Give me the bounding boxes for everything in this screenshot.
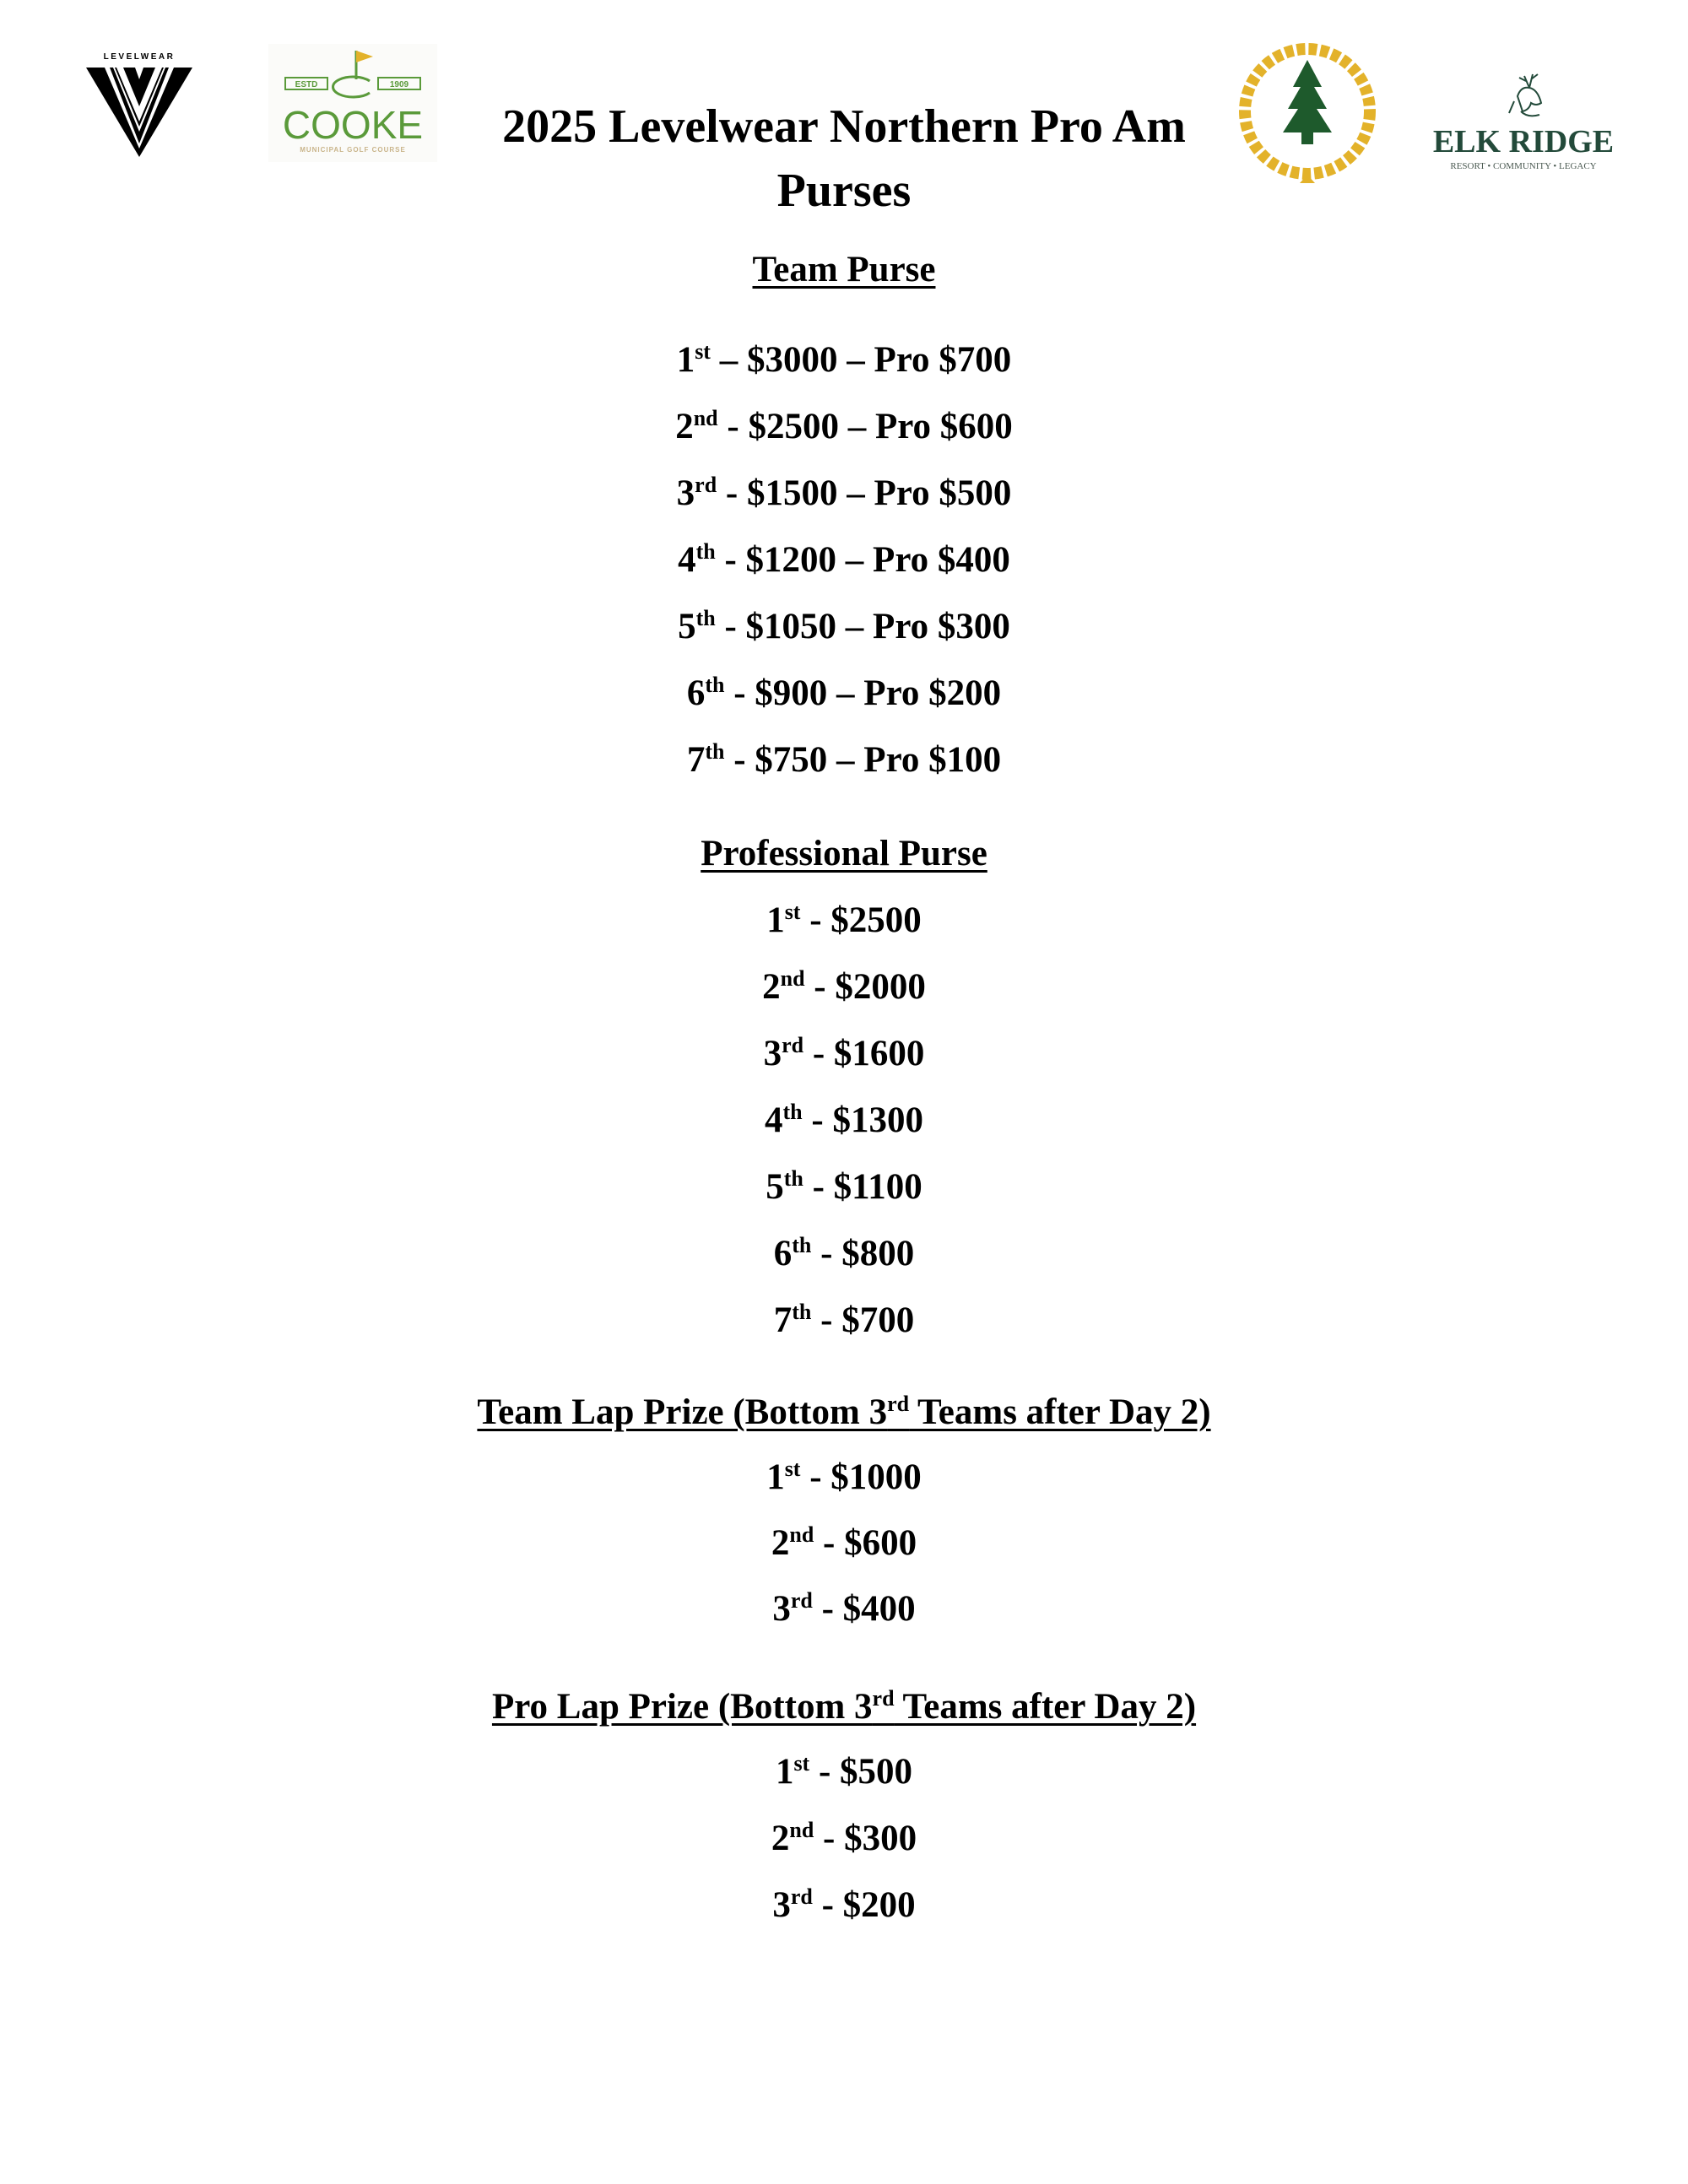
elk-ridge-name: ELK RIDGE: [1432, 124, 1615, 159]
place-row: 6th - $800: [773, 1233, 915, 1273]
professional-purse-list: [0, 900, 1688, 1366]
place-row: 3rd - $400: [772, 1588, 916, 1629]
place-row: 3rd - $1500 – Pro $500: [676, 473, 1012, 513]
cooke-subtitle: MUNICIPAL GOLF COURSE: [300, 146, 406, 154]
cooke-estd: ESTD: [295, 80, 318, 89]
team-lap-prize-list: [0, 1457, 1688, 1654]
cooke-golf-logo: [268, 44, 437, 162]
place-row: 1st - $2500: [766, 900, 922, 940]
cooke-year: 1909: [389, 80, 409, 89]
team-purse-heading: Team Purse: [752, 250, 936, 289]
pro-lap-prize-heading: Pro Lap Prize (Bottom 3rd Teams after Day 2): [491, 1686, 1197, 1727]
place-row: 4th - $1200 – Pro $400: [678, 539, 1010, 580]
place-row: 2nd - $2500 – Pro $600: [675, 406, 1013, 446]
place-row: 1st - $1000: [766, 1457, 922, 1497]
purse-content: [0, 249, 1688, 1951]
place-row: 6th - $900 – Pro $200: [686, 673, 1002, 713]
title-line-1: 2025 Levelwear Northern Pro Am: [502, 100, 1186, 153]
place-row: 2nd - $600: [771, 1522, 917, 1563]
title-line-2: Purses: [776, 165, 912, 217]
place-row: 7th - $750 – Pro $100: [686, 739, 1002, 780]
team-purse-section: [0, 249, 1688, 806]
team-lap-prize-heading: Team Lap Prize (Bottom 3rd Teams after Day 2): [477, 1392, 1211, 1432]
levelwear-logo: [84, 49, 194, 159]
professional-purse-section: [0, 833, 1688, 1366]
place-row: 2nd - $2000: [762, 966, 926, 1007]
place-row: 1st - $500: [775, 1751, 913, 1792]
place-row: 3rd - $1600: [763, 1033, 925, 1073]
elk-icon: [1509, 74, 1541, 116]
team-purse-list: [0, 339, 1688, 806]
professional-purse-heading: Professional Purse: [701, 834, 987, 873]
place-row: 5th - $1100: [766, 1166, 922, 1207]
place-row: 5th - $1050 – Pro $300: [678, 606, 1010, 646]
place-row: 3rd - $200: [772, 1884, 916, 1925]
cooke-name: COOKE: [282, 103, 424, 147]
place-row: 1st – $3000 – Pro $700: [676, 339, 1012, 380]
place-row: 2nd - $300: [771, 1818, 917, 1858]
elk-ridge-tagline: RESORT • COMMUNITY • LEGACY: [1450, 161, 1597, 171]
place-row: 7th - $700: [773, 1300, 915, 1340]
place-row: 4th - $1300: [765, 1100, 923, 1140]
pro-lap-prize-list: [0, 1751, 1688, 1951]
team-lap-prize-section: [0, 1392, 1688, 1654]
elk-ridge-logo: [1426, 59, 1620, 177]
levelwear-wordmark: LEVELWEAR: [103, 52, 176, 62]
pro-lap-prize-section: [0, 1686, 1688, 1951]
page-title: [422, 95, 1266, 223]
